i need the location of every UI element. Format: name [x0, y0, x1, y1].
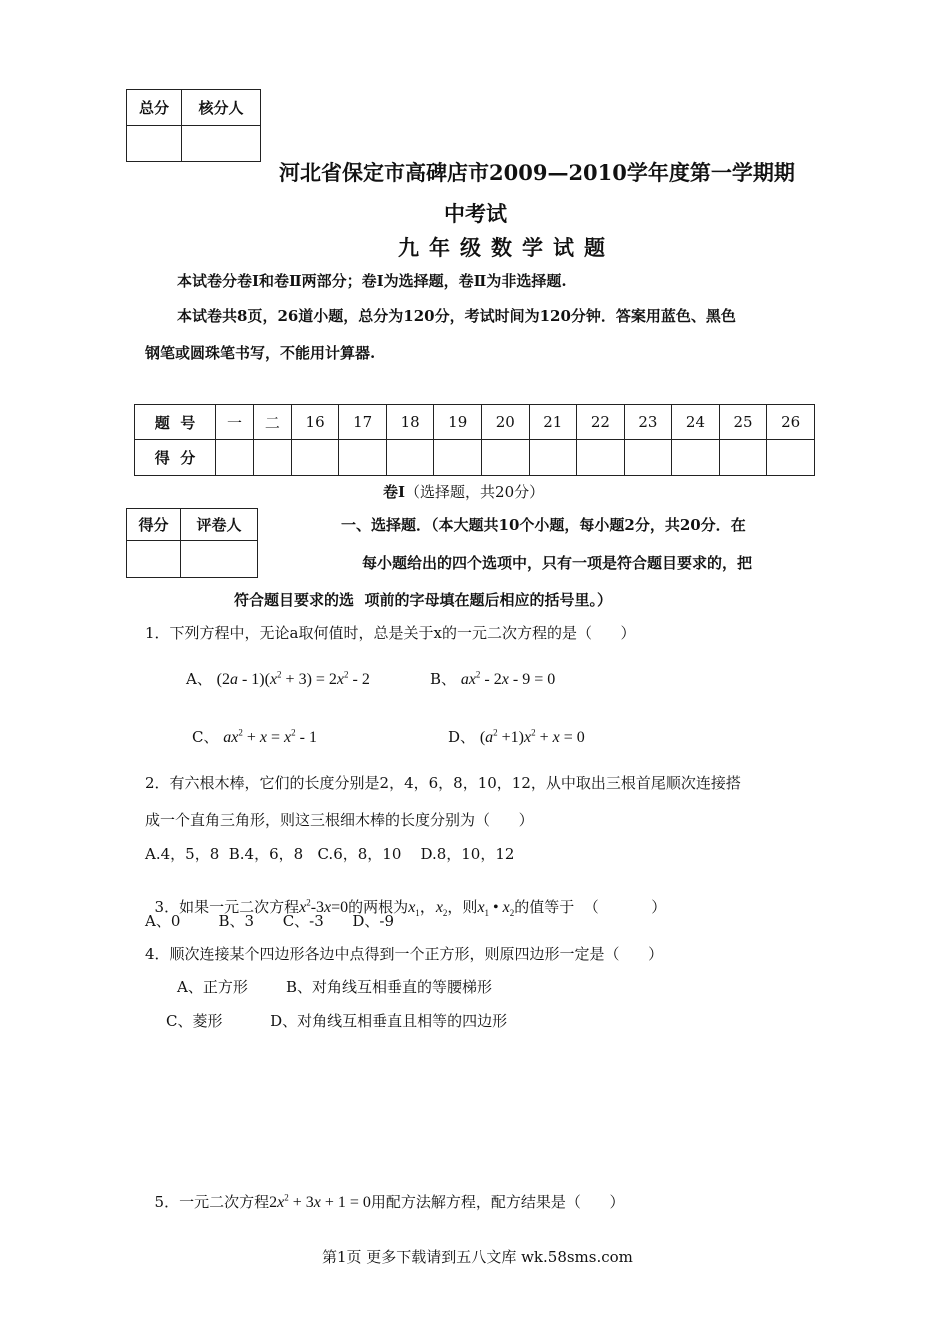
score-cell[interactable] [216, 440, 254, 476]
intro-line1: 本试卷分卷Ⅰ和卷Ⅱ两部分；卷Ⅰ为选择题，卷Ⅱ为非选择题. [177, 272, 567, 290]
question-5-suffix: 用配方法解方程，配方结果是（ ） [370, 1193, 625, 1211]
section-instructions-line1: 一、选择题．（本大题共10个小题，每小题2分，共20分．在 [341, 516, 746, 534]
question-3-mid2: ，则 [447, 898, 478, 916]
grader-name-header: 评卷人 [181, 509, 258, 541]
question-5-stem [145, 1173, 625, 1212]
score-cell[interactable] [529, 440, 577, 476]
column-header: 25 [719, 405, 767, 440]
exam-title-line2: 中考试 [444, 201, 507, 226]
question-3-roots: $x_1$，$x_2$ [408, 899, 448, 919]
exam-subtitle: 九年级数学试题 [398, 235, 615, 260]
question-3-mid1: 的两根为 [348, 898, 409, 916]
total-score-box [126, 89, 261, 162]
question-3-options: A、0 B、3 C、-3 D、-9 [145, 912, 395, 930]
question-1-option-a [186, 668, 370, 689]
intro-line3: 钢笔或圆珠笔书写，不能用计算器. [145, 344, 376, 362]
column-header: 一 [216, 405, 254, 440]
score-cell[interactable] [577, 440, 625, 476]
option-b-label: B、 [430, 670, 457, 688]
option-a-label: A、 [186, 670, 212, 688]
column-header: 16 [291, 405, 339, 440]
question-4-options-ab: A、正方形 B、对角线互相垂直的等腰梯形 [177, 978, 493, 996]
score-cell[interactable] [767, 440, 815, 476]
grader-name-cell[interactable] [181, 541, 258, 578]
grader-score-cell[interactable] [127, 541, 181, 578]
page-footer: 第1页 更多下载请到五八文库 wk.58sms.com [322, 1248, 633, 1266]
question-5-prefix: 5．一元二次方程 [154, 1193, 270, 1211]
score-cell[interactable] [624, 440, 672, 476]
column-header: 19 [434, 405, 482, 440]
question-2-line2: 成一个直角三角形，则这三根细木棒的长度分别为（ ） [145, 811, 534, 829]
score-table-score-row [135, 440, 815, 476]
option-d-label: D、 [448, 728, 476, 746]
question-5-equation: $2x^2 + 3x + 1 = 0$ [269, 1192, 371, 1211]
option-a-formula: $(2a - 1)(x^2 + 3) = 2x^2 - 2$ [216, 669, 370, 688]
score-table [134, 404, 815, 476]
section-instructions-line2: 每小题给出的四个选项中，只有一项是符合题目要求的，把 [362, 554, 753, 572]
question-2-options: A.4，5，8 B.4，6，8 C.6，8，10 D.8，10，12 [145, 845, 515, 863]
column-header: 二 [253, 405, 291, 440]
checker-header: 核分人 [182, 90, 261, 126]
column-header: 17 [339, 405, 387, 440]
column-header: 18 [386, 405, 434, 440]
question-3-suffix: 的值等于 （ ） [514, 898, 667, 916]
total-score-header: 总分 [127, 90, 182, 126]
score-cell[interactable] [386, 440, 434, 476]
question-4-stem: 4．顺次连接某个四边形各边中点得到一个正方形，则原四边形一定是（ ） [145, 945, 664, 963]
grader-box [126, 508, 258, 578]
column-header: 24 [672, 405, 720, 440]
option-c-label: C、 [192, 728, 219, 746]
option-d-formula: $(a^2 +1)x^2 + x = 0$ [479, 727, 585, 746]
score-cell[interactable] [482, 440, 530, 476]
column-header: 21 [529, 405, 577, 440]
score-cell[interactable] [434, 440, 482, 476]
question-3-equation: $x^2-3x=0$ [299, 897, 349, 916]
question-number-label: 题 号 [135, 405, 216, 440]
column-header: 23 [624, 405, 672, 440]
grader-score-header: 得分 [127, 509, 181, 541]
column-header: 26 [767, 405, 815, 440]
section-label-bold: 卷Ⅰ [383, 483, 406, 501]
column-header: 22 [577, 405, 625, 440]
question-3-product: $x_1$ • $x_2$ [477, 899, 515, 919]
score-label: 得 分 [135, 440, 216, 476]
option-c-formula: $ax^2 + x = x^2 - 1$ [223, 727, 317, 746]
score-cell[interactable] [291, 440, 339, 476]
section-label [383, 481, 544, 502]
option-b-formula: $ax^2 - 2x - 9 = 0$ [460, 669, 556, 688]
total-score-cell[interactable] [127, 126, 182, 162]
score-cell[interactable] [339, 440, 387, 476]
question-1-option-c [192, 726, 317, 747]
score-cell[interactable] [719, 440, 767, 476]
question-1-stem: 1．下列方程中，无论a取何值时，总是关于x的一元二次方程的是（ ） [145, 624, 636, 642]
question-4-options-cd: C、菱形 D、对角线互相垂直且相等的四边形 [166, 1012, 508, 1030]
checker-cell[interactable] [182, 126, 261, 162]
question-2-line1: 2．有六根木棒，它们的长度分别是2，4，6，8，10，12，从中取出三根首尾顺次连接搭 [145, 774, 741, 792]
question-1-option-d [448, 726, 585, 747]
section-instructions-line3: 符合题目要求的选 项前的字母填在题后相应的括号里。） [234, 591, 612, 609]
score-cell[interactable] [253, 440, 291, 476]
question-3-prefix: 3．如果一元二次方程 [154, 898, 300, 916]
score-cell[interactable] [672, 440, 720, 476]
question-1-option-b [430, 668, 555, 689]
exam-title-line1: 河北省保定市高碑店市2009—2010学年度第一学期期 [279, 160, 795, 185]
intro-line2: 本试卷共8页，26道小题，总分为120分，考试时间为120分钟．答案用蓝色、黑色 [177, 307, 736, 325]
column-header: 20 [482, 405, 530, 440]
section-label-rest: （选择题，共20分） [405, 483, 545, 501]
score-table-header-row [135, 405, 815, 440]
